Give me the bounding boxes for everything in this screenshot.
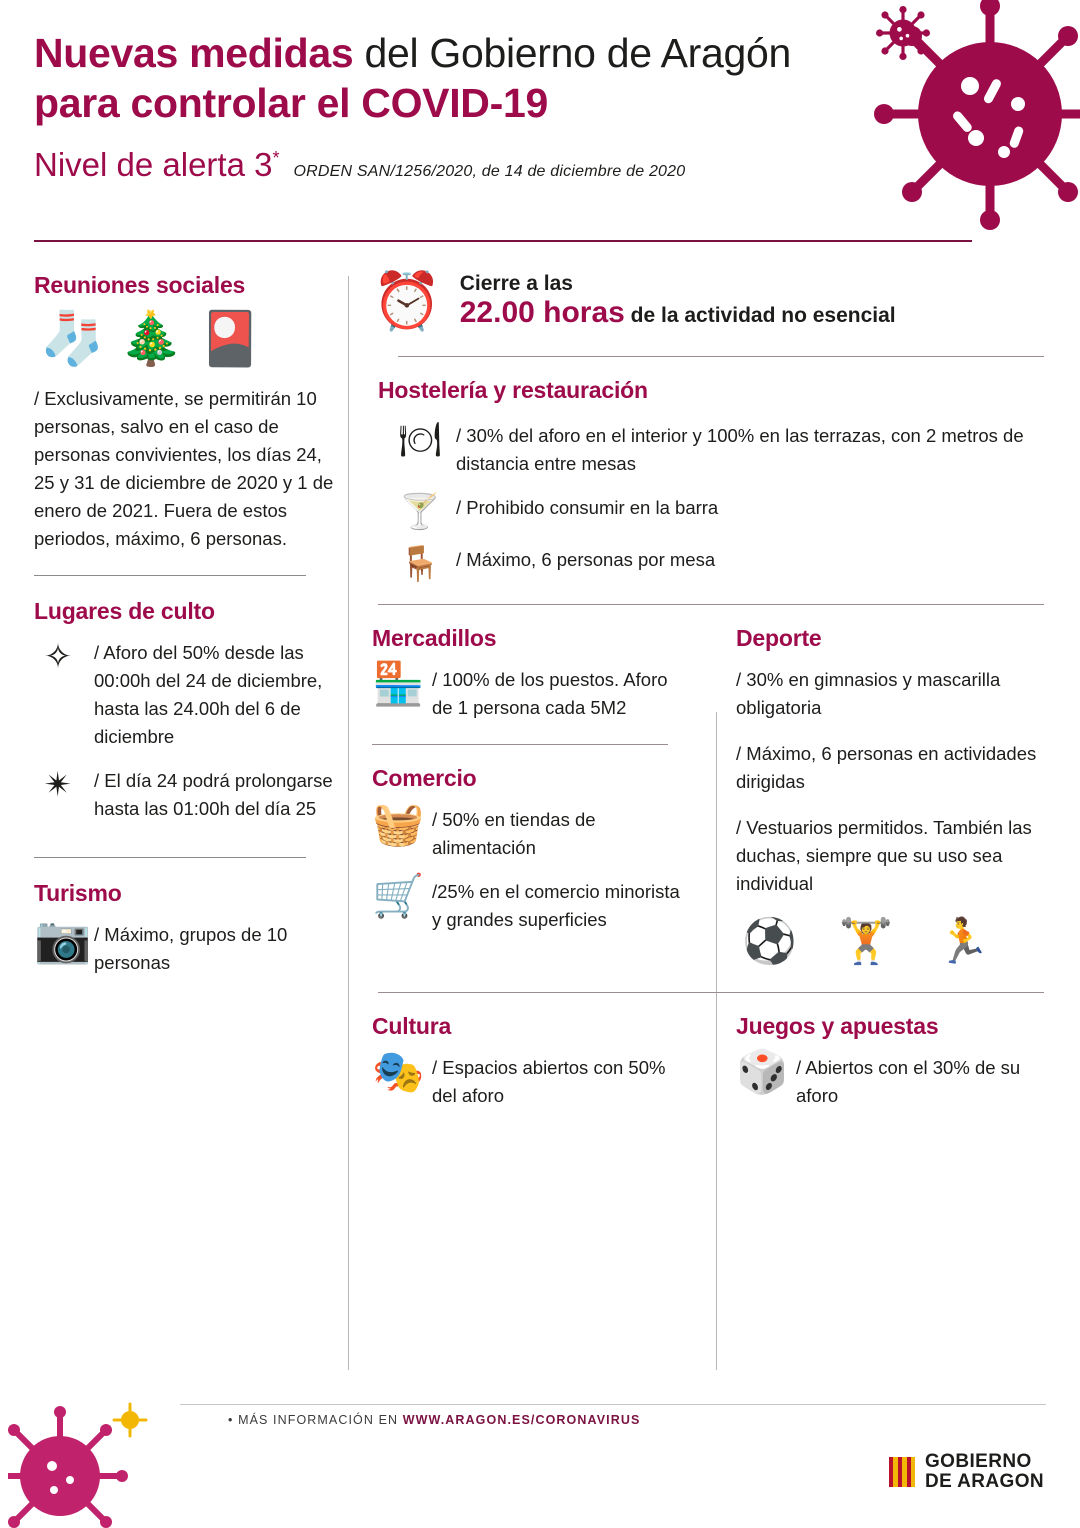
right-divider-2 bbox=[378, 604, 1044, 605]
cocktail-icon: 🍸 bbox=[398, 493, 442, 531]
shopping-cart-icon: 🛒 bbox=[372, 872, 425, 919]
lower-subgrid bbox=[372, 625, 1044, 984]
section-title: Turismo bbox=[34, 880, 122, 906]
food-basket-icon: 🧺 bbox=[372, 800, 425, 847]
gambling-column bbox=[708, 1013, 1044, 1126]
coronavirus-small-icon bbox=[876, 6, 930, 60]
alert-level bbox=[34, 146, 279, 184]
alert-level-asterisk: * bbox=[272, 148, 280, 168]
sport-item-2-text: / Vestuarios permitidos. También las duchas, siempre que su uso sea individual bbox=[736, 817, 1032, 894]
sport-item-1-text: / Máximo, 6 personas en actividades dirigidas bbox=[736, 743, 1037, 792]
christmas-tree-icon: 🎄 bbox=[118, 310, 184, 368]
right-divider-3 bbox=[378, 992, 1044, 993]
christmas-bauble-icon: 🎴 bbox=[197, 310, 263, 368]
worship-item-1-text: / El día 24 podrá prolongarse hasta las 01:00h del día 25 bbox=[94, 770, 333, 819]
section-title: Cultura bbox=[372, 1013, 452, 1039]
culture-column bbox=[372, 1013, 708, 1126]
culture-text: / Espacios abiertos con 50% del aforo bbox=[432, 1057, 666, 1106]
list-item bbox=[396, 422, 1044, 478]
closing-rest: de la actividad no esencial bbox=[624, 304, 896, 327]
christmas-stocking-icon: 🧦 bbox=[40, 310, 105, 368]
soccer-ball-icon: ⚽ bbox=[742, 917, 797, 966]
markets-text: / 100% de los puestos. Aforo de 1 persona cada 5M2 bbox=[432, 669, 668, 718]
social-text: / Exclusivamente, se permitirán 10 personas, salvo en el caso de personas convivientes, los días 24, 25 y 31 de diciembre de 2020 y 1 de enero de 2021. Fuera de estos periodos, máximo, 6 personas. bbox=[34, 388, 334, 549]
closing-line2 bbox=[460, 296, 896, 330]
serving-dome-icon: 🍽 bbox=[398, 421, 442, 459]
list-item bbox=[34, 767, 334, 823]
table-chairs-icon: 🪑 bbox=[398, 545, 442, 583]
footer-info bbox=[228, 1413, 640, 1427]
sport-item-0-text: / 30% en gimnasios y mascarilla obligatoria bbox=[736, 669, 1001, 718]
title-part-3: para controlar el COVID-19 bbox=[34, 80, 548, 126]
tourism-text: / Máximo, grupos de 10 personas bbox=[94, 924, 288, 973]
header-divider bbox=[34, 240, 972, 242]
star-icon: ✴ bbox=[43, 766, 73, 804]
alert-level-text: Nivel de alerta 3 bbox=[34, 146, 273, 183]
footer-info-prefix: MÁS INFORMACIÓN EN bbox=[238, 1413, 403, 1427]
camera-icon: 📷 bbox=[34, 913, 92, 965]
closing-hour: 22.00 horas bbox=[459, 296, 625, 329]
right-column bbox=[708, 625, 1044, 984]
column-divider-1 bbox=[348, 276, 349, 1370]
commerce-item-1-text: /25% en el comercio minorista y grandes superficies bbox=[432, 881, 680, 930]
left-divider-1 bbox=[34, 575, 306, 576]
right-area bbox=[372, 269, 1044, 1126]
gambling-text: / Abiertos con el 30% de su aforo bbox=[796, 1057, 1021, 1106]
list-item bbox=[372, 800, 682, 862]
section-title: Lugares de culto bbox=[34, 598, 215, 624]
alarm-clock-icon: ⏰ bbox=[372, 269, 442, 332]
commerce-item-0-text: / 50% en tiendas de alimentación bbox=[432, 809, 596, 858]
title-part-2: del Gobierno de Aragón bbox=[353, 30, 792, 76]
hospitality-item-1-text: / Prohibido consumir en la barra bbox=[456, 497, 719, 518]
list-item bbox=[34, 639, 334, 751]
order-reference: ORDEN SAN/1256/2020, de 14 de diciembre de 2020 bbox=[293, 163, 686, 180]
sport-icons bbox=[742, 917, 1044, 966]
section-title: Reuniones sociales bbox=[34, 272, 246, 298]
section-mercadillos bbox=[372, 625, 682, 722]
section-reuniones-sociales bbox=[34, 272, 334, 553]
footer-divider bbox=[180, 1404, 1046, 1405]
theatre-masks-icon: 🎭 bbox=[372, 1048, 425, 1095]
title-part-1: Nuevas medidas bbox=[34, 30, 354, 76]
aragon-flag-icon bbox=[889, 1457, 915, 1487]
section-turismo bbox=[34, 880, 334, 977]
bottom-subgrid bbox=[372, 1013, 1044, 1126]
list-item bbox=[372, 660, 682, 722]
section-comercio bbox=[372, 765, 682, 934]
closing-hours-block bbox=[372, 269, 1044, 332]
section-deporte bbox=[736, 625, 1044, 964]
closing-text bbox=[460, 272, 896, 330]
runner-icon: 🏃 bbox=[935, 917, 991, 966]
government-logo bbox=[889, 1452, 1044, 1492]
market-stall-icon: 🏪 bbox=[372, 660, 425, 707]
worship-item-0-text: / Aforo del 50% desde las 00:00h del 24 de diciembre, hasta las 24.00h del 6 de diciembre bbox=[94, 642, 323, 747]
hospitality-item-2-text: / Máximo, 6 personas por mesa bbox=[456, 549, 716, 570]
list-item bbox=[396, 494, 1044, 530]
list-item bbox=[372, 1048, 682, 1110]
section-title: Mercadillos bbox=[372, 625, 497, 651]
list-item bbox=[736, 1048, 1044, 1110]
section-lugares-de-culto bbox=[34, 598, 334, 823]
middle-divider bbox=[372, 744, 668, 745]
page-title bbox=[34, 28, 854, 128]
right-divider-1 bbox=[398, 356, 1044, 357]
section-title: Comercio bbox=[372, 765, 477, 791]
list-item bbox=[34, 913, 334, 977]
section-title: Deporte bbox=[736, 625, 822, 651]
list-item bbox=[372, 872, 682, 934]
footer-bullet: • bbox=[228, 1413, 234, 1427]
list-item bbox=[396, 546, 1044, 582]
section-hosteleria bbox=[372, 377, 1044, 582]
government-logo-text bbox=[925, 1452, 1044, 1492]
social-icons bbox=[40, 310, 334, 368]
weight-lifter-icon: 🏋 bbox=[838, 917, 894, 966]
section-title: Hostelería y restauración bbox=[378, 377, 648, 403]
left-column bbox=[34, 272, 334, 993]
left-divider-2 bbox=[34, 857, 306, 858]
hospitality-item-0-text: / 30% del aforo en el interior y 100% en las terrazas, con 2 metros de distancia entre mesas bbox=[456, 425, 1024, 474]
closing-line1: Cierre a las bbox=[459, 272, 573, 295]
section-title: Juegos y apuestas bbox=[736, 1013, 939, 1039]
middle-column bbox=[372, 625, 708, 984]
coronavirus-bottom-icon bbox=[8, 1400, 158, 1528]
gov-line-1: GOBIERNO bbox=[924, 1451, 1032, 1472]
light-ray-icon: ✧ bbox=[43, 638, 73, 676]
footer-url[interactable]: WWW.ARAGON.ES/CORONAVIRUS bbox=[402, 1413, 641, 1427]
gov-line-2: DE ARAGON bbox=[924, 1471, 1044, 1492]
dice-icon: 🎲 bbox=[736, 1048, 789, 1095]
